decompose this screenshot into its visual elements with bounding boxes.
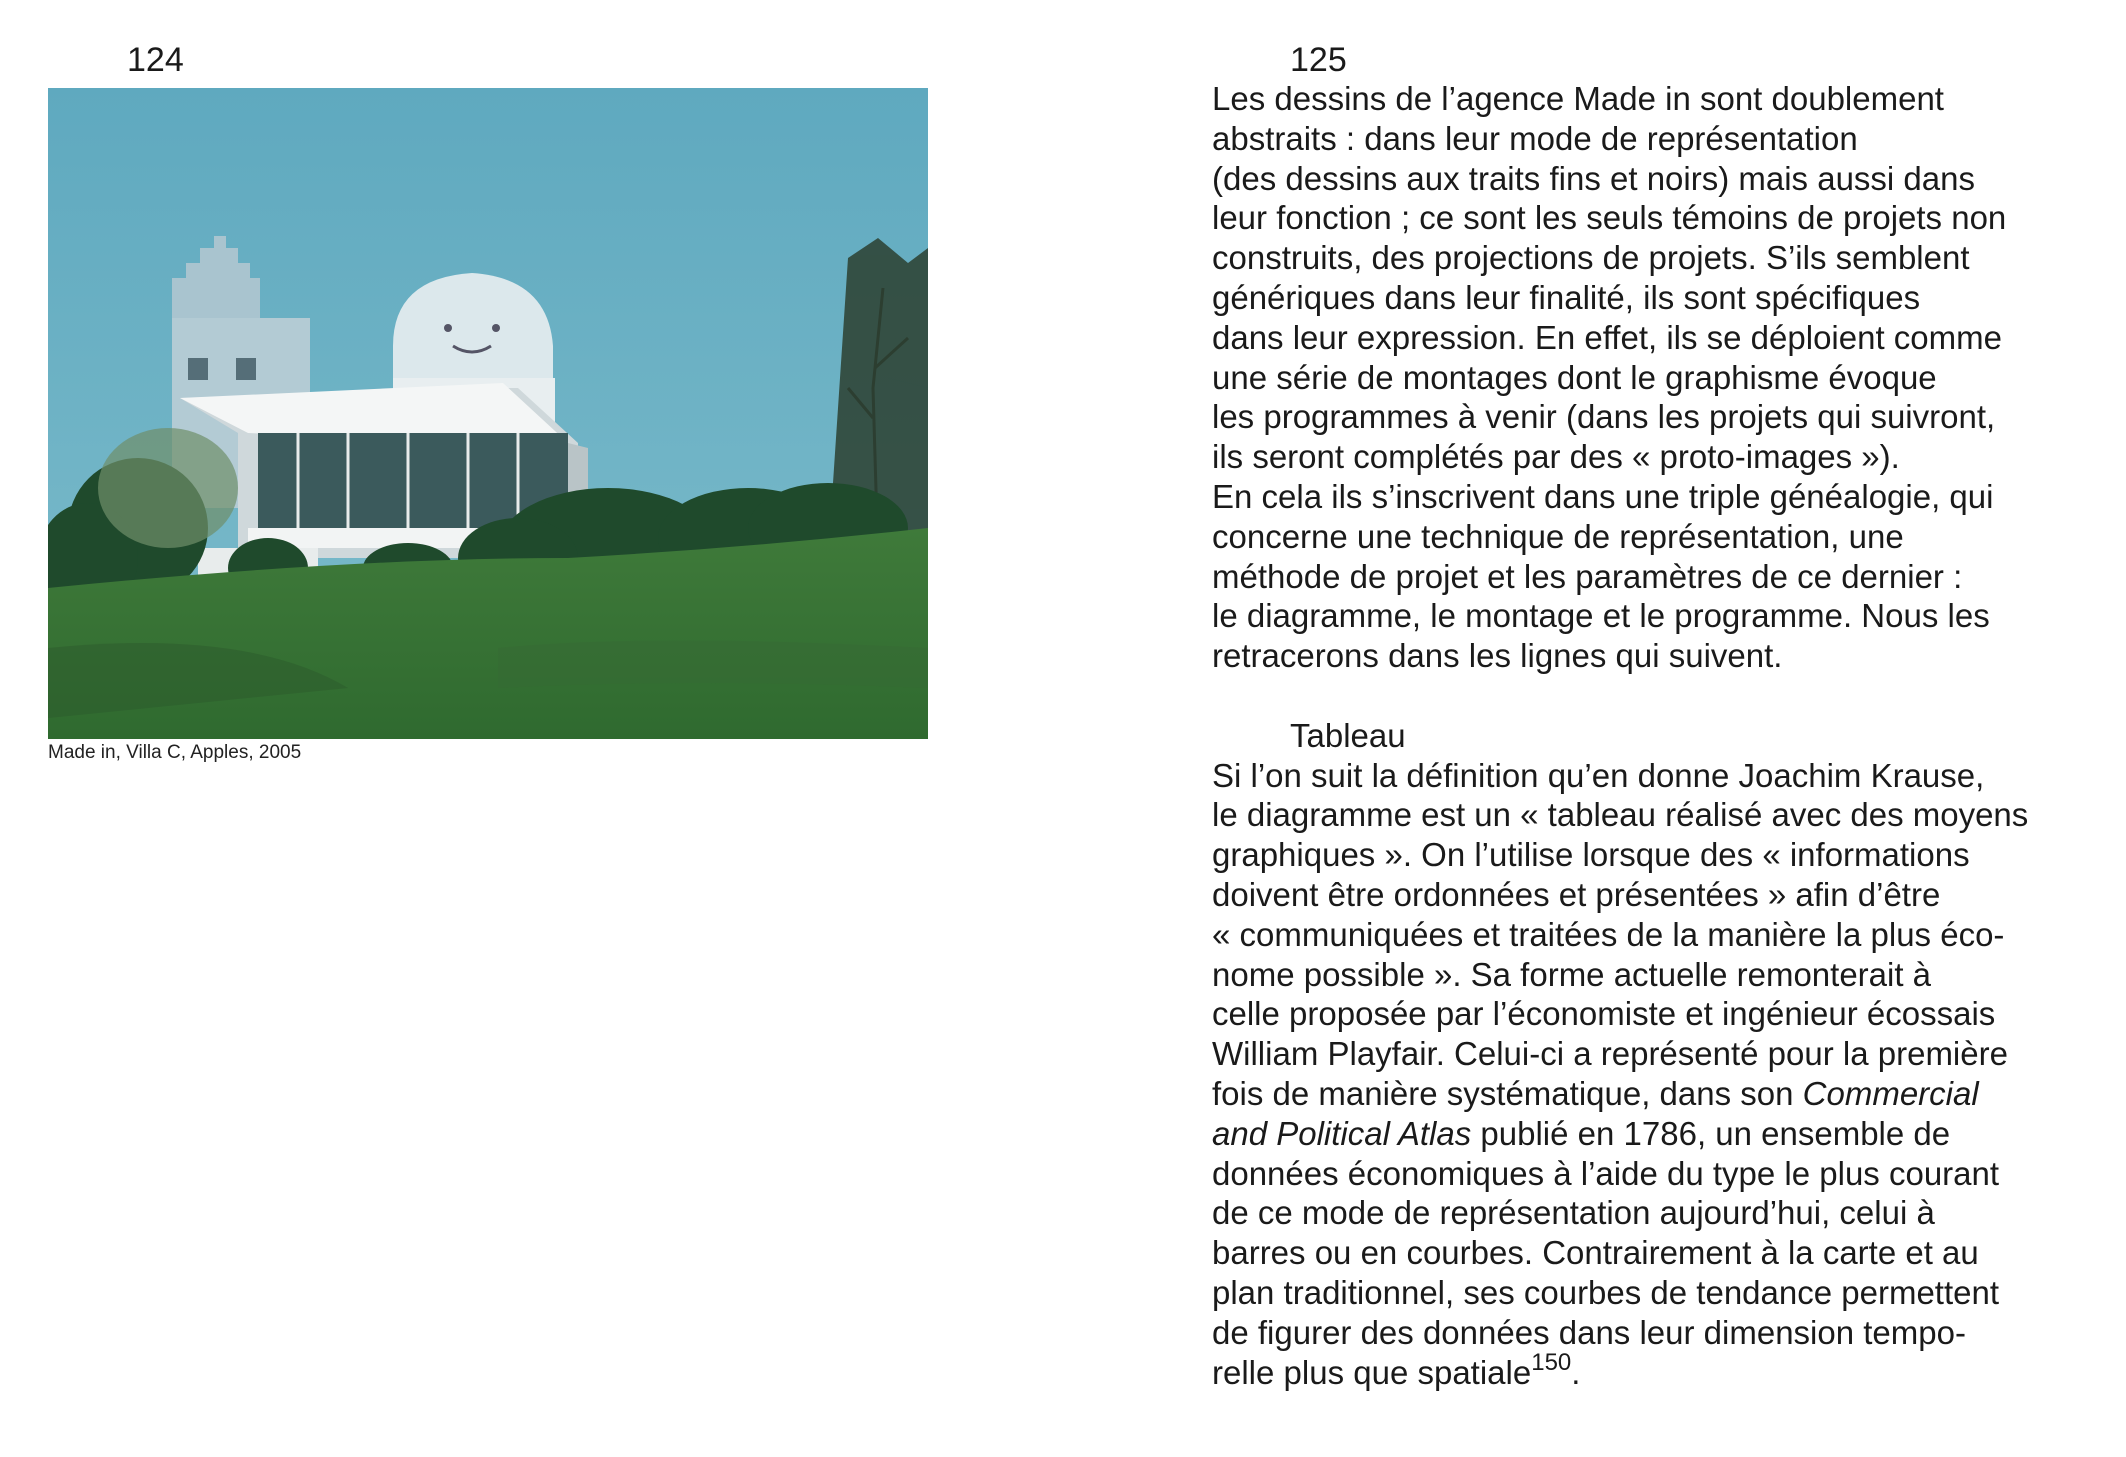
text-line: abstraits : dans leur mode de représentation [1212, 119, 1858, 157]
text-line: le diagramme, le montage et le programme. Nous les [1212, 597, 1990, 635]
text-line: nome possible ». Sa forme actuelle remonterait à [1212, 955, 1932, 993]
text-segment: publié en 1786, un ensemble de [1471, 1114, 1951, 1152]
text-line [1212, 1074, 2112, 1114]
photo-caption: Made in, Villa C, Apples, 2005 [48, 742, 302, 763]
text-line: ils seront complétés par des « proto-images »). [1212, 438, 1900, 476]
text-line: méthode de projet et les paramètres de ce dernier : [1212, 557, 1963, 595]
text-line: graphiques ». On l’utilise lorsque des « informations [1212, 836, 1970, 874]
text-line: barres ou en courbes. Contrairement à la carte et au [1212, 1234, 1979, 1272]
text-line [1212, 1114, 2112, 1154]
text-line: plan traditionnel, ses courbes de tendance permettent [1212, 1273, 2000, 1311]
section-heading: Tableau [1290, 716, 1406, 754]
text-line: génériques dans leur finalité, ils sont spécifiques [1212, 278, 1921, 316]
text-line: les programmes à venir (dans les projets qui suivront, [1212, 398, 1996, 436]
body-text [1212, 79, 2112, 1392]
text-line: leur fonction ; ce sont les seuls témoins de projets non [1212, 199, 2007, 237]
text-line: (des dessins aux traits fins et noirs) mais aussi dans [1212, 159, 1975, 197]
page-number-left: 124 [127, 41, 184, 79]
text-line: Les dessins de l’agence Made in sont doublement [1212, 80, 1944, 117]
text-line: concerne une technique de représentation, une [1212, 517, 1904, 555]
text-segment: . [1571, 1353, 1581, 1391]
text-line: de figurer des données dans leur dimension tempo- [1212, 1313, 1966, 1351]
paragraph-2 [1212, 756, 2112, 1393]
text-line: celle proposée par l’économiste et ingénieur écossais [1212, 995, 1996, 1033]
villa-photo [48, 88, 928, 739]
text-line [1212, 1348, 2112, 1393]
text-segment: fois de manière systématique, dans son [1212, 1074, 1803, 1112]
text-line: William Playfair. Celui-ci a représenté pour la première [1212, 1035, 2008, 1073]
book-title-part: Commercial [1802, 1074, 1979, 1112]
text-line: « communiquées et traitées de la manière la plus éco- [1212, 915, 2005, 953]
footnote-reference[interactable]: 150 [1531, 1348, 1572, 1376]
text-line: données économiques à l’aide du type le plus courant [1212, 1154, 2000, 1192]
villa-photo-illustration [48, 88, 928, 739]
text-line: le diagramme est un « tableau réalisé avec des moyens [1212, 796, 2029, 834]
text-segment: relle plus que spatiale [1212, 1353, 1532, 1391]
text-line: dans leur expression. En effet, ils se déploient comme [1212, 318, 2002, 356]
book-title-part: and Political Atlas [1212, 1114, 1472, 1152]
text-line: En cela ils s’inscrivent dans une triple généalogie, qui [1212, 477, 1994, 515]
text-line: une série de montages dont le graphisme évoque [1212, 358, 1937, 396]
text-line: retracerons dans les lignes qui suivent. [1212, 637, 1783, 675]
text-line: construits, des projections de projets. S’ils semblent [1212, 239, 1970, 277]
page-number-right: 125 [1290, 41, 1347, 79]
text-line: de ce mode de représentation aujourd’hui, celui à [1212, 1194, 1935, 1232]
text-line: doivent être ordonnées et présentées » afin d’être [1212, 875, 1941, 913]
text-line: Si l’on suit la définition qu’en donne Joachim Krause, [1212, 756, 1985, 794]
paragraph-1 [1212, 79, 2112, 676]
